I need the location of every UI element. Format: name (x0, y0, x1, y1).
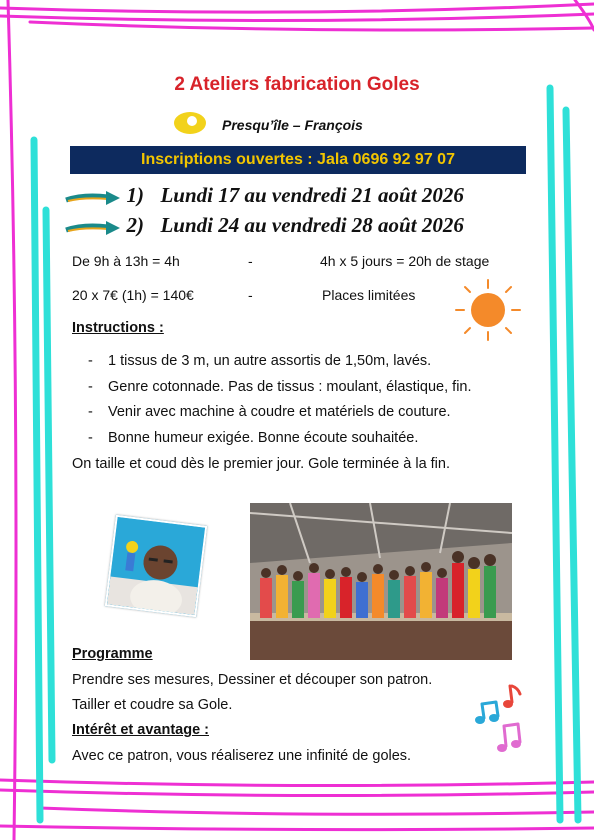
group-photo (250, 503, 512, 660)
interet-heading: Intérêt et avantage : (72, 722, 209, 738)
list-item: - 1 tissus de 3 m, un autre assortis de 1,50m, lavés. (88, 353, 472, 379)
music-notes-icon (468, 682, 528, 760)
list-item: - Genre cotonnade. Pas de tissus : moulant, élastique, fin. (88, 379, 472, 405)
list-item: - Venir avec machine à coudre et matériels de couture. (88, 404, 472, 430)
session-number: 2) (126, 213, 144, 237)
instructor-photo (105, 515, 208, 618)
location-text: Presqu’île – François (222, 117, 363, 133)
sun-icon (452, 278, 522, 342)
session-number: 1) (126, 183, 144, 207)
registration-banner: Inscriptions ouvertes : Jala 0696 92 97 07 (70, 146, 526, 174)
yellow-shape-icon (172, 110, 212, 136)
session-1 (64, 183, 464, 208)
arrow-icon (64, 188, 122, 208)
session-2 (64, 213, 464, 238)
instructions-heading: Instructions : (72, 320, 164, 336)
instructions-list (88, 353, 472, 455)
separator: - (248, 253, 253, 269)
programme-line-2: Tailler et coudre sa Gole. (72, 697, 233, 713)
price-text: 20 x 7€ (1h) = 140€ (72, 287, 194, 303)
programme-heading: Programme (72, 646, 153, 662)
total-hours-text: 4h x 5 jours = 20h de stage (320, 253, 490, 269)
limited-places-text: Places limitées (322, 287, 416, 303)
arrow-icon (64, 218, 122, 238)
interet-text: Avec ce patron, vous réaliserez une infinité de goles. (72, 748, 412, 764)
list-item: - Bonne humeur exigée. Bonne écoute souhaitée. (88, 430, 472, 456)
separator: - (248, 287, 253, 303)
session-dates: Lundi 24 au vendredi 28 août 2026 (160, 213, 464, 237)
programme-line-1: Prendre ses mesures, Dessiner et découper son patron. (72, 672, 433, 688)
page-title: 2 Ateliers fabrication Goles (174, 74, 420, 95)
session-dates: Lundi 17 au vendredi 21 août 2026 (160, 183, 464, 207)
schedule-text: De 9h à 13h = 4h (72, 253, 180, 269)
instructions-closing: On taille et coud dès le premier jour. Gole terminée à la fin. (72, 456, 450, 472)
